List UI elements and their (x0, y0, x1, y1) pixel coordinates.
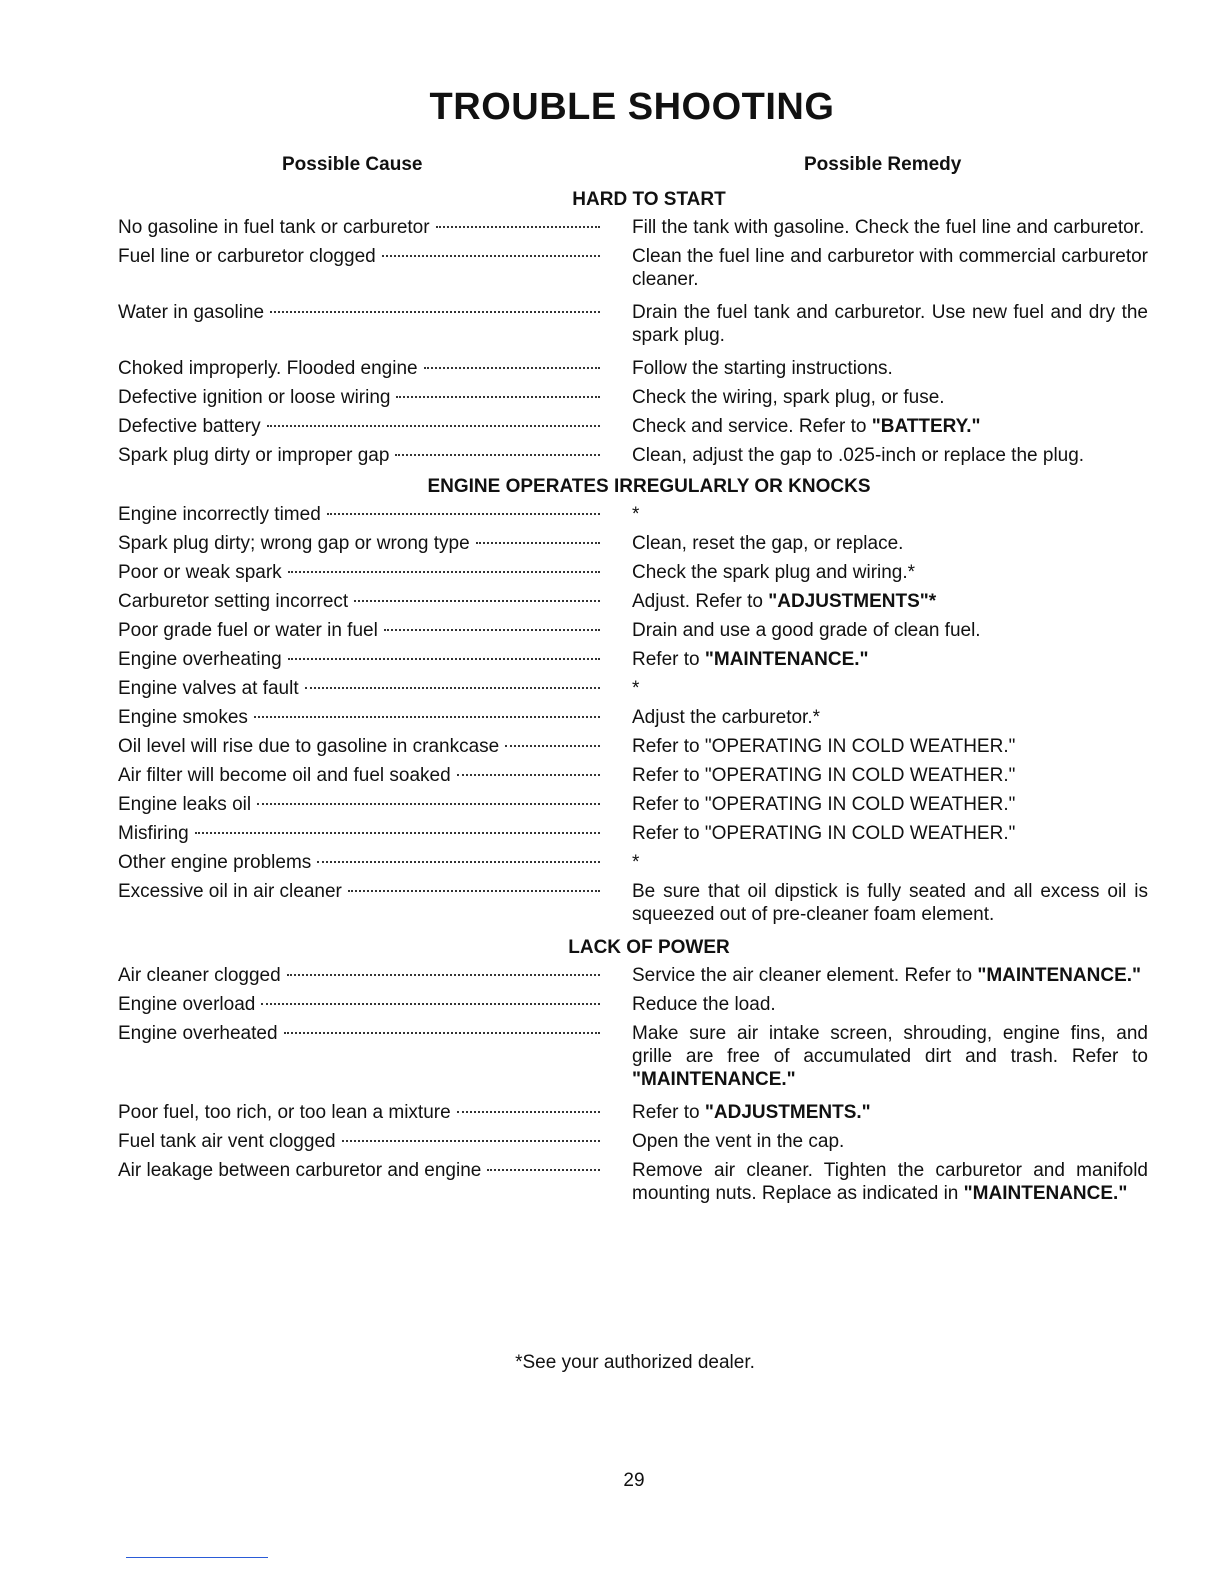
section-heading: HARD TO START (572, 189, 726, 210)
remedy-cell (632, 386, 1148, 409)
remedy-cell (632, 245, 1148, 291)
cause-cell (118, 735, 600, 758)
remedy-text: Clean the fuel line and carburetor with commercial carburetor cleaner. (632, 246, 1148, 290)
remedy-text: Follow the starting instructions. (632, 358, 893, 379)
dot-leader (384, 629, 600, 631)
remedy-text: * (632, 852, 640, 873)
cause-text: Poor or weak spark (118, 562, 282, 583)
cause-cell (118, 386, 600, 409)
remedy-text: Reduce the load. (632, 994, 776, 1015)
cause-cell (118, 532, 600, 555)
remedy-reference: "BATTERY." (871, 416, 981, 437)
dot-leader (327, 513, 600, 515)
remedy-reference: "MAINTENANCE." (963, 1183, 1128, 1204)
cause-text: Poor grade fuel or water in fuel (118, 620, 378, 641)
table-row (118, 1101, 1150, 1124)
section (118, 475, 1150, 926)
remedy-cell (632, 851, 1148, 874)
dot-leader (436, 226, 600, 228)
table-row (118, 561, 1150, 584)
remedy-cell (632, 503, 1148, 526)
remedy-reference: "ADJUSTMENTS"* (768, 591, 937, 612)
dot-leader (395, 454, 600, 456)
cause-cell (118, 1130, 600, 1153)
remedy-cell (632, 301, 1148, 347)
remedy-text: Open the vent in the cap. (632, 1131, 845, 1152)
table-row (118, 386, 1150, 409)
remedy-cell (632, 357, 1148, 380)
cause-text: Water in gasoline (118, 302, 265, 323)
table-row (118, 1159, 1150, 1205)
remedy-cell (632, 648, 1148, 671)
remedy-cell (632, 619, 1148, 642)
cause-cell (118, 561, 600, 584)
remedy-cell (632, 993, 1148, 1016)
cause-text: Engine overheating (118, 649, 282, 670)
cause-text: Carburetor setting incorrect (118, 591, 349, 612)
section-heading: LACK OF POWER (568, 937, 730, 958)
remedy-cell (632, 1130, 1148, 1153)
cause-text: Engine valves at fault (118, 678, 299, 699)
cause-text: Defective battery (118, 416, 261, 437)
footnote: *See your authorized dealer. (515, 1352, 755, 1373)
cause-text: Engine leaks oil (118, 794, 252, 815)
remedy-cell (632, 415, 1148, 438)
remedy-cell (632, 590, 1148, 613)
table-row (118, 677, 1150, 700)
table-row (118, 216, 1150, 239)
remedy-text: Adjust. Refer to (632, 591, 769, 612)
cause-text: Spark plug dirty; wrong gap or wrong type (118, 533, 470, 554)
dot-leader (348, 890, 600, 892)
table-row (118, 880, 1150, 926)
cause-text: Engine overheated (118, 1023, 278, 1044)
table-row (118, 301, 1150, 347)
section (118, 188, 1150, 467)
remedy-text: Check the wiring, spark plug, or fuse. (632, 387, 945, 408)
cause-text: No gasoline in fuel tank or carburetor (118, 217, 430, 238)
dot-leader (457, 774, 600, 776)
troubleshooting-table (118, 188, 1150, 1215)
dot-leader (382, 255, 600, 257)
cause-text: Fuel tank air vent clogged (118, 1131, 336, 1152)
cause-cell (118, 880, 600, 903)
table-row (118, 444, 1150, 467)
page-title: TROUBLE SHOOTING (429, 86, 835, 128)
cause-cell (118, 764, 600, 787)
cause-text: Engine overload (118, 994, 256, 1015)
cause-cell (118, 706, 600, 729)
remedy-text: Drain the fuel tank and carburetor. Use new fuel and dry the spark plug. (632, 302, 1148, 346)
cause-cell (118, 793, 600, 816)
dot-leader (505, 745, 600, 747)
dot-leader (288, 571, 600, 573)
dot-leader (195, 832, 600, 834)
section (118, 936, 1150, 1205)
cause-text: Misfiring (118, 823, 189, 844)
cause-text: Poor fuel, too rich, or too lean a mixture (118, 1102, 451, 1123)
remedy-reference: "ADJUSTMENTS." (704, 1102, 871, 1123)
cause-cell (118, 590, 600, 613)
cause-cell (118, 993, 600, 1016)
remedy-text: Check the spark plug and wiring.* (632, 562, 916, 583)
dot-leader (342, 1140, 600, 1142)
dot-leader (270, 311, 600, 313)
cause-text: Air cleaner clogged (118, 965, 281, 986)
dot-leader (317, 861, 600, 863)
table-row (118, 619, 1150, 642)
cause-text: Air filter will become oil and fuel soaked (118, 765, 451, 786)
table-row (118, 822, 1150, 845)
table-row (118, 1022, 1150, 1091)
remedy-text: Check and service. Refer to (632, 416, 872, 437)
table-row (118, 532, 1150, 555)
remedy-cell (632, 677, 1148, 700)
remedy-cell (632, 964, 1148, 987)
dot-leader (267, 425, 600, 427)
cause-cell (118, 415, 600, 438)
dot-leader (257, 803, 600, 805)
table-row (118, 357, 1150, 380)
table-row (118, 648, 1150, 671)
remedy-cell (632, 561, 1148, 584)
section-heading: ENGINE OPERATES IRREGULARLY OR KNOCKS (427, 476, 871, 497)
dot-leader (487, 1169, 600, 1171)
remedy-cell (632, 764, 1148, 787)
remedy-text: Clean, adjust the gap to .025-inch or replace the plug. (632, 445, 1085, 466)
table-row (118, 1130, 1150, 1153)
cause-text: Excessive oil in air cleaner (118, 881, 342, 902)
cause-text: Other engine problems (118, 852, 312, 873)
cause-cell (118, 216, 600, 239)
remedy-cell (632, 822, 1148, 845)
remedy-cell (632, 1101, 1148, 1124)
dot-leader (354, 600, 600, 602)
table-row (118, 851, 1150, 874)
cause-cell (118, 1159, 600, 1182)
cause-cell (118, 1101, 600, 1124)
remedy-text: Fill the tank with gasoline. Check the fuel line and carburetor. (632, 217, 1145, 238)
table-row (118, 706, 1150, 729)
remedy-reference: "MAINTENANCE." (977, 965, 1142, 986)
remedy-text: Refer to "OPERATING IN COLD WEATHER." (632, 794, 1016, 815)
remedy-cell (632, 793, 1148, 816)
remedy-cell (632, 1159, 1148, 1205)
remedy-reference: "MAINTENANCE." (704, 649, 869, 670)
column-header-possible-cause: Possible Cause (282, 154, 423, 175)
remedy-text: * (632, 504, 640, 525)
cause-text: Oil level will rise due to gasoline in crankcase (118, 736, 500, 757)
cause-text: Defective ignition or loose wiring (118, 387, 391, 408)
dot-leader (284, 1032, 600, 1034)
cause-cell (118, 677, 600, 700)
cause-cell (118, 245, 600, 268)
cause-cell (118, 619, 600, 642)
remedy-text: Refer to "OPERATING IN COLD WEATHER." (632, 736, 1016, 757)
remedy-cell (632, 532, 1148, 555)
cause-cell (118, 822, 600, 845)
dot-leader (287, 974, 600, 976)
remedy-reference: "MAINTENANCE." (632, 1069, 796, 1090)
dot-leader (424, 367, 600, 369)
table-row (118, 764, 1150, 787)
table-row (118, 415, 1150, 438)
remedy-text: Remove air cleaner. Tighten the carburetor and manifold mounting nuts. Replace as indicated in (632, 1160, 1148, 1204)
table-row (118, 964, 1150, 987)
dot-leader (254, 716, 600, 718)
cause-text: Spark plug dirty or improper gap (118, 445, 390, 466)
remedy-cell (632, 706, 1148, 729)
remedy-text: * (632, 678, 640, 699)
table-row (118, 793, 1150, 816)
remedy-text: Refer to (632, 649, 705, 670)
remedy-text: Refer to (632, 1102, 705, 1123)
cause-cell (118, 648, 600, 671)
remedy-text: Refer to "OPERATING IN COLD WEATHER." (632, 823, 1016, 844)
remedy-text: Refer to "OPERATING IN COLD WEATHER." (632, 765, 1016, 786)
page-number: 29 (623, 1470, 645, 1491)
dot-leader (305, 687, 600, 689)
cause-cell (118, 357, 600, 380)
cause-text: Engine incorrectly timed (118, 504, 321, 525)
remedy-text: Service the air cleaner element. Refer to (632, 965, 978, 986)
remedy-cell (632, 216, 1148, 239)
remedy-cell (632, 444, 1148, 467)
dot-leader (457, 1111, 600, 1113)
remedy-text: Make sure air intake screen, shrouding, engine fins, and grille are free of accumulated dirt and trash. Refer to (632, 1023, 1148, 1067)
remedy-cell (632, 880, 1148, 926)
cause-text: Air leakage between carburetor and engine (118, 1160, 482, 1181)
remedy-text: Drain and use a good grade of clean fuel. (632, 620, 981, 641)
cause-cell (118, 964, 600, 987)
cause-cell (118, 503, 600, 526)
cause-cell (118, 301, 600, 324)
cause-text: Engine smokes (118, 707, 248, 728)
dot-leader (476, 542, 600, 544)
cause-text: Choked improperly. Flooded engine (118, 358, 418, 379)
dot-leader (288, 658, 600, 660)
dot-leader (261, 1003, 600, 1005)
remedy-text: Clean, reset the gap, or replace. (632, 533, 904, 554)
column-header-possible-remedy: Possible Remedy (804, 154, 962, 175)
dot-leader (396, 396, 600, 398)
remedy-text: Be sure that oil dipstick is fully seated and all excess oil is squeezed out of pre-cleaner foam element. (632, 881, 1148, 925)
remedy-cell (632, 735, 1148, 758)
table-row (118, 590, 1150, 613)
cause-text: Fuel line or carburetor clogged (118, 246, 376, 267)
remedy-text: Adjust the carburetor.* (632, 707, 820, 728)
corner-rule (126, 1557, 268, 1558)
cause-cell (118, 851, 600, 874)
remedy-cell (632, 1022, 1148, 1091)
cause-cell (118, 444, 600, 467)
table-row (118, 503, 1150, 526)
table-row (118, 245, 1150, 291)
cause-cell (118, 1022, 600, 1045)
table-row (118, 993, 1150, 1016)
table-row (118, 735, 1150, 758)
